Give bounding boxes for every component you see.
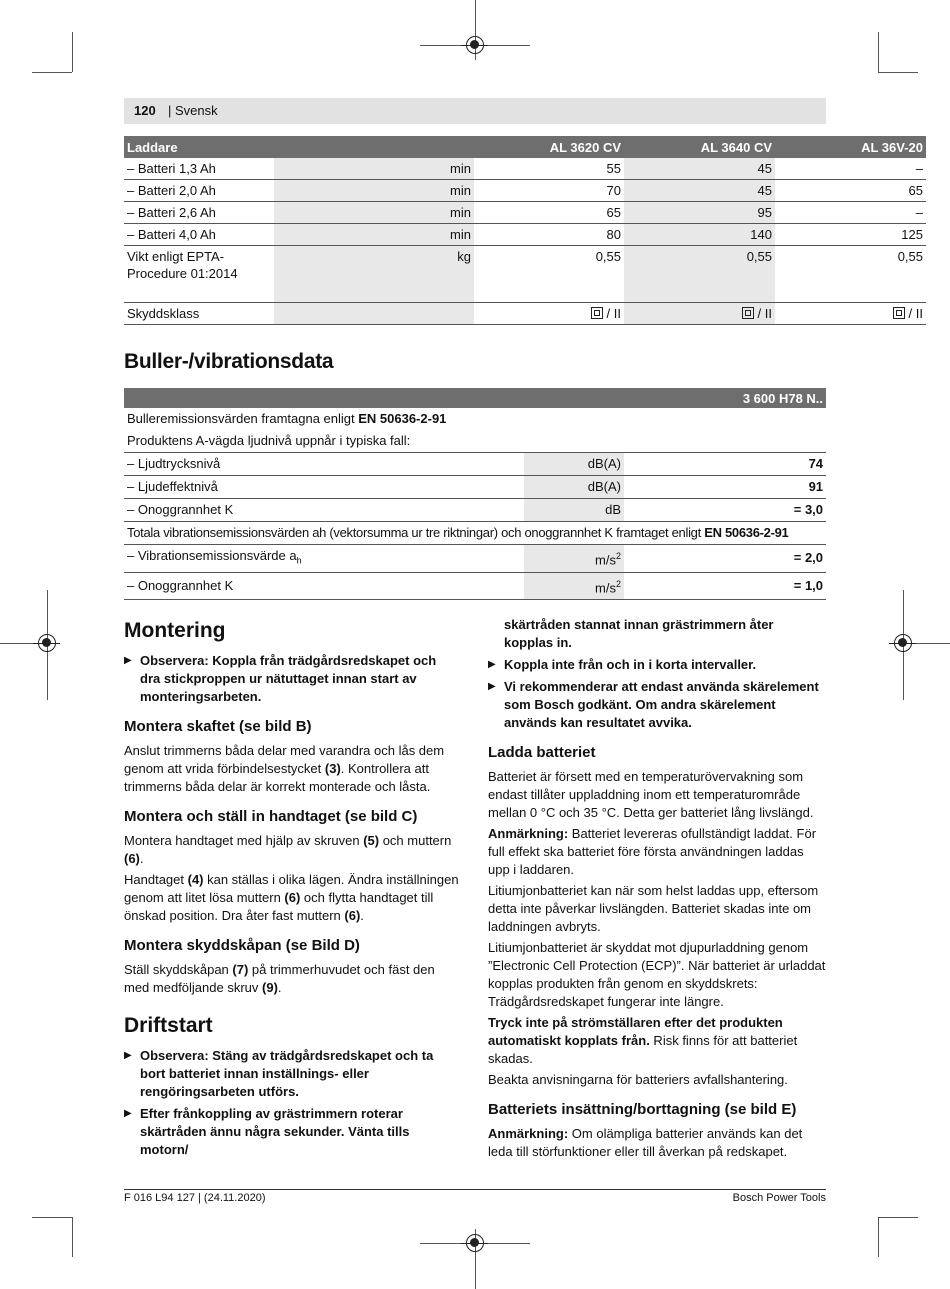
paragraph: Anmärkning: Batteriet levereras ofullständigt laddat. För full effekt ska batteriet före första användningen laddas upp i laddaren. [488,826,817,877]
table-row [124,430,826,453]
warning-bullet: ▶ Efter frånkoppling av grästrimmern roterar skärtråden ännu några sekunder. Vänta tills motorn/ [124,1105,460,1159]
table-header-row [124,388,826,408]
registration-mark-icon [894,634,912,652]
cell-value: – [775,158,926,180]
crop-mark [878,1217,879,1257]
cell-value: / II [775,303,926,325]
charger-table [124,136,926,325]
registration-mark-icon [466,36,484,54]
row-unit: dB(A) [524,453,624,476]
cell-value: 80 [474,224,624,246]
row-unit: dB [524,499,624,522]
page-number: 120 [134,103,156,118]
row-label: – Batteri 1,3 Ah [124,158,274,180]
table-header: 3 600 H78 N.. [124,388,826,408]
cell-value: 45 [624,180,775,202]
row-label: – Batteri 4,0 Ah [124,224,274,246]
cell-value: / II [474,303,624,325]
cell-value: 0,55 [624,246,775,303]
warning-bullet: ▶ Observera: Koppla från trädgårdsredskapet och dra stickproppen ur nätuttaget innan start av monteringsarbeten. [124,652,460,706]
row-unit: $m/s^2$ [524,572,624,599]
cell-value: 95 [624,202,775,224]
row-label: Vikt enligt EPTA-Procedure 01:2014 [124,246,274,303]
table-row [124,303,926,325]
crop-mark [878,1217,918,1218]
table-row [124,499,826,522]
row-label: – Onoggrannhet K [124,499,524,522]
table-row [124,408,826,430]
bullet-continuation: skärtråden stannat innan grästrimmern åter kopplas in. [504,617,774,650]
paragraph: Montera handtaget med hjälp av skruven (5) och muttern (6). [124,833,452,866]
row-unit: dB(A) [524,476,624,499]
noise-intro-2: Produktens A-vägda ljudnivå uppnår i typiska fall: [124,430,826,453]
table-row [124,522,826,545]
footer-brand: Bosch Power Tools [732,1192,826,1204]
registration-mark-icon [38,634,56,652]
cell-value: 65 [474,202,624,224]
cell-value: = 1,0 [624,572,826,599]
heading-insattning: Batteriets insättning/borttagning (se bild E) [488,1101,797,1118]
cell-value: 125 [775,224,926,246]
table-row [124,476,826,499]
cell-value: 45 [624,158,775,180]
table-row [124,224,926,246]
heading-driftstart: Driftstart [124,1014,213,1037]
table-row [124,572,826,599]
paragraph: Anslut trimmerns båda delar med varandra och lås dem genom att vrida förbindelsestycket (3). Kontrollera att trimmerns båda delar är korrekt monterade och låsta. [124,743,445,794]
row-unit: $m/s^2$ [524,545,624,573]
footer-divider [124,1189,826,1190]
table-header [274,136,374,158]
heading-handtag: Montera och ställ in handtaget (se bild C) [124,808,418,825]
cell-value: = 3,0 [624,499,826,522]
page-header [124,98,826,124]
table-header: AL 3640 CV [624,136,775,158]
paragraph: Batteriet är försett med en temperaturövervakning som endast tillåter uppladdning inom ett temperaturområde mellan 0 °C och 35 °C. Detta ger batteriet lång livslängd. [488,769,814,820]
protection-class-icon [893,307,905,319]
row-unit: min [274,224,474,246]
heading-skydd: Montera skyddskåpan (se Bild D) [124,937,360,954]
row-label: Skyddsklass [124,303,274,325]
noise-intro: Bulleremissionsvärden framtagna enligt EN 50636-2-91 [127,411,447,426]
heading-ladda: Ladda batteriet [488,744,596,761]
cell-value: 91 [624,476,826,499]
row-unit [274,303,474,325]
crop-mark [32,72,72,73]
cell-value: / II [624,303,775,325]
cell-value: – [775,202,926,224]
table-row [124,453,826,476]
warning-bullet: ▶ Vi rekommenderar att endast använda skärelement som Bosch godkänt. Om andra skärelement används kan resultatet avvika. [488,678,826,732]
paragraph: Tryck inte på strömställaren efter det produkten automatiskt kopplats från. Risk finns för att batteriet skadas. [488,1015,798,1066]
row-unit: min [274,158,474,180]
paragraph: Litiumjonbatteriet är skyddat mot djupurladdning genom ”Electronic Cell Protection (ECP)”. När batteriet är urladdat kopplas produkten från genom en skyddskrets: Trädgårdsredskapet fungerar inte längre. [488,940,826,1009]
cell-value: 74 [624,453,826,476]
footer-doc-id: F 016 L94 127 | (24.11.2020) [124,1192,266,1204]
section-title: Buller-/vibrationsdata [124,350,334,373]
paragraph: Ställ skyddskåpan (7) på trimmerhuvudet och fäst den med medföljande skruv (9). [124,962,435,995]
table-row [124,545,826,573]
paragraph: Beakta anvisningarna för batteriers avfallshantering. [488,1072,788,1087]
warning-bullet: ▶ Observera: Stäng av trädgårdsredskapet och ta bort batteriet innan inställnings- eller rengöringsarbeten utförs. [124,1047,460,1101]
row-label: – Vibrationsemissionsvärde $a_h$ [124,545,524,573]
row-label: – Batteri 2,6 Ah [124,202,274,224]
crop-mark [878,32,879,72]
table-header: Laddare [124,136,274,158]
table-row [124,158,926,180]
crop-mark [32,1217,72,1218]
cell-value: 140 [624,224,775,246]
cell-value: = 2,0 [624,545,826,573]
crop-mark [72,32,73,72]
registration-mark-icon [466,1234,484,1252]
heading-montering: Montering [124,619,226,642]
cell-value: 70 [474,180,624,202]
row-unit: min [274,180,474,202]
table-row [124,246,926,303]
header-language: | Svensk [168,103,218,118]
noise-table [124,388,826,600]
right-column [488,616,826,1164]
cell-value: 0,55 [474,246,624,303]
table-row [124,180,926,202]
table-header: AL 36V-20 [775,136,926,158]
table-header-row [124,136,926,158]
row-unit: kg [274,246,474,303]
cell-value: 65 [775,180,926,202]
vibration-intro: Totala vibrationsemissionsvärden ah (vektorsumma ur tre riktningar) och onoggrannhet K framtaget enligt EN 50636-2-91 [124,522,826,545]
paragraph: Handtaget (4) kan ställas i olika lägen. Ändra inställningen genom att litet lösa muttern (6) och flytta handtaget till önskad position. Dra åter fast muttern (6). [124,872,459,923]
left-column [124,618,460,1163]
table-header: AL 3620 CV [474,136,624,158]
protection-class-icon [591,307,603,319]
paragraph: Anmärkning: Om olämpliga batterier används kan det leda till störfunktioner eller till åverkan på redskapet. [488,1126,803,1159]
row-label: – Batteri 2,0 Ah [124,180,274,202]
cell-value: 0,55 [775,246,926,303]
paragraph: Litiumjonbatteriet kan när som helst laddas upp, eftersom detta inte påverkar livslängden. Batteriet skadas inte om laddningen avbryts. [488,883,819,934]
heading-skaftet: Montera skaftet (se bild B) [124,718,312,735]
crop-mark [878,72,918,73]
crop-mark [72,1217,73,1257]
row-label: – Ljudeffektnivå [124,476,524,499]
table-row [124,202,926,224]
row-label: – Onoggrannhet K [124,572,524,599]
cell-value: 55 [474,158,624,180]
warning-bullet: ▶ Koppla inte från och in i korta intervaller. [488,656,826,674]
table-header [374,136,474,158]
row-label: – Ljudtrycksnivå [124,453,524,476]
protection-class-icon [742,307,754,319]
row-unit: min [274,202,474,224]
